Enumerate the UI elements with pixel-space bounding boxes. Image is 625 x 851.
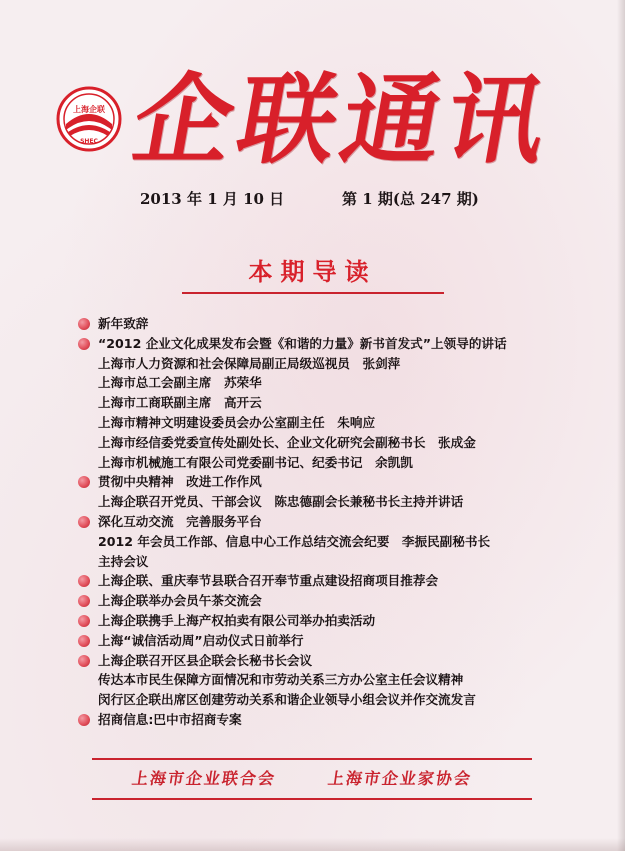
toc-item bbox=[74, 413, 574, 433]
footer-rule-bottom bbox=[92, 798, 532, 800]
toc-item-text: 主持会议 bbox=[98, 553, 149, 569]
toc-item-text: 上海企联召开党员、干部会议 陈忠德副会长兼秘书长主持并讲话 bbox=[98, 494, 464, 510]
bullet-icon bbox=[78, 595, 90, 607]
toc-item-text: 传达本市民生保障方面情况和市劳动关系三方办公室主任会议精神 bbox=[98, 672, 464, 688]
bullet-icon bbox=[78, 575, 90, 587]
footer-band bbox=[0, 838, 625, 851]
toc-item-text: 上海市机械施工有限公司党委副书记、纪委书记 余凯凯 bbox=[98, 454, 413, 470]
toc-item bbox=[74, 393, 574, 413]
toc-item bbox=[74, 571, 574, 591]
logo-text: 上海企联 bbox=[73, 105, 105, 114]
toc-item-text: 上海市工商联副主席 高开云 bbox=[98, 395, 262, 411]
bullet-icon bbox=[78, 516, 90, 528]
toc-item bbox=[74, 710, 574, 730]
toc-item bbox=[74, 670, 574, 690]
toc-item-text: 新年致辞 bbox=[98, 316, 149, 331]
bullet-icon bbox=[78, 318, 90, 330]
toc-item bbox=[74, 492, 574, 512]
bullet-icon bbox=[78, 615, 90, 627]
toc-item bbox=[74, 354, 574, 374]
masthead bbox=[124, 62, 575, 180]
section-title: 本期导读 bbox=[248, 257, 377, 286]
toc-item-text: 2012 年会员工作部、信息中心工作总结交流会纪要 李振民副秘书长 bbox=[98, 533, 491, 549]
toc-item bbox=[74, 611, 574, 631]
toc-item-text: 上海企联召开区县企联会长秘书长会议 bbox=[98, 652, 313, 668]
table-of-contents bbox=[74, 314, 574, 730]
issue-date: 2013 年 1 月 10 日 bbox=[140, 190, 285, 208]
toc-item bbox=[74, 433, 574, 453]
toc-item-text: 闵行区企联出席区创建劳动关系和谐企业领导小组会议并作交流发言 bbox=[98, 692, 476, 708]
toc-item-text: 深化互动交流 完善服务平台 bbox=[98, 513, 262, 529]
toc-item bbox=[74, 532, 574, 552]
logo-sub-text: SHEC bbox=[80, 138, 98, 145]
toc-item bbox=[74, 631, 574, 651]
page-edge-shadow bbox=[617, 0, 625, 851]
toc-item bbox=[74, 651, 574, 671]
title-rule bbox=[182, 292, 444, 294]
bullet-icon bbox=[78, 655, 90, 667]
toc-item-text: 上海企联、重庆奉节县联合召开奉节重点建设招商项目推荐会 bbox=[98, 573, 439, 589]
toc-item-text: 贯彻中央精神 改进工作作风 bbox=[98, 474, 262, 490]
logo-emblem bbox=[56, 86, 122, 152]
toc-item-text: 招商信息:巴中市招商专案 bbox=[98, 711, 242, 727]
toc-item-text: “2012 企业文化成果发布会暨《和谐的力量》新书首发式”上领导的讲话 bbox=[98, 335, 507, 351]
toc-item bbox=[74, 334, 574, 354]
toc-item-text: 上海企联举办会员午茶交流会 bbox=[98, 593, 262, 609]
toc-item-text: 上海企联携手上海产权拍卖有限公司举办拍卖活动 bbox=[98, 612, 376, 628]
toc-item bbox=[74, 472, 574, 492]
toc-item-text: 上海“诚信活动周”启动仪式日前举行 bbox=[98, 632, 304, 648]
toc-item-text: 上海市总工会副主席 苏荣华 bbox=[98, 375, 262, 391]
toc-item bbox=[74, 453, 574, 473]
toc-item bbox=[74, 314, 574, 334]
bullet-icon bbox=[78, 338, 90, 350]
bullet-icon bbox=[78, 714, 90, 726]
footer-org-federation: 上海市企业联合会 bbox=[130, 769, 278, 788]
footer-org-association: 上海市企业家协会 bbox=[326, 769, 474, 788]
toc-item bbox=[74, 690, 574, 710]
footer-rule-top bbox=[92, 758, 532, 760]
toc-item-text: 上海市经信委党委宣传处副处长、企业文化研究会副秘书长 张成金 bbox=[98, 434, 476, 450]
toc-item bbox=[74, 552, 574, 572]
toc-item-text: 上海市精神文明建设委员会办公室副主任 朱响应 bbox=[98, 414, 376, 430]
toc-item bbox=[74, 591, 574, 611]
toc-item-text: 上海市人力资源和社会保障局副正局级巡视员 张剑萍 bbox=[98, 355, 401, 371]
toc-item bbox=[74, 512, 574, 532]
toc-item bbox=[74, 373, 574, 393]
masthead-title: 企联通讯 bbox=[124, 63, 562, 178]
bullet-icon bbox=[78, 476, 90, 488]
issue-number: 第 1 期(总 247 期) bbox=[342, 190, 479, 208]
bullet-icon bbox=[78, 635, 90, 647]
